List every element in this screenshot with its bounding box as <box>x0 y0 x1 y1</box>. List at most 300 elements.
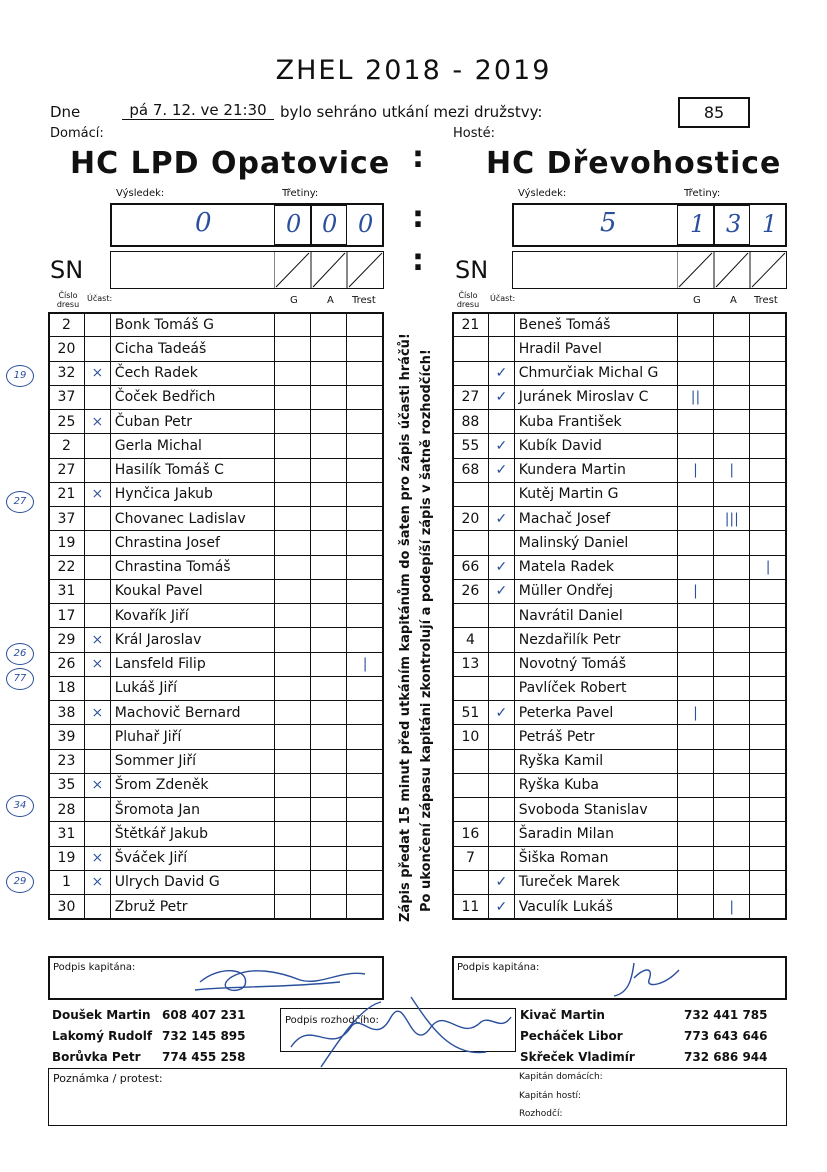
goals-cell <box>677 482 714 506</box>
player-name: Machovič Bernard <box>110 701 274 725</box>
player-name: Šromota Jan <box>110 798 274 822</box>
away-player-row <box>453 458 787 482</box>
player-name: Šiška Roman <box>514 846 677 870</box>
participation-mark: ✓ <box>488 870 514 894</box>
player-name: Ryška Kuba <box>514 773 677 797</box>
participation-mark: × <box>84 870 110 894</box>
participation-mark: ✓ <box>488 555 514 579</box>
home-player-row <box>49 579 384 603</box>
penalty-cell <box>750 458 787 482</box>
assists-cell <box>311 773 347 797</box>
goals-cell <box>274 798 311 822</box>
referee-signature-label: Podpis rozhodčího: <box>285 1015 379 1026</box>
away-player-row <box>453 507 787 531</box>
penalty-cell <box>750 385 787 409</box>
referee-phone: 608 407 231 <box>162 1008 246 1022</box>
colon-separator: : <box>412 200 424 235</box>
home-sn-label: SN <box>50 256 84 284</box>
assists-cell <box>311 555 347 579</box>
goals-cell <box>274 531 311 555</box>
home-player-row <box>49 458 384 482</box>
penalty-cell <box>750 604 787 628</box>
player-number <box>453 798 489 822</box>
goals-cell <box>677 434 714 458</box>
date-label: Dne <box>50 103 81 121</box>
away-player-row <box>453 870 787 894</box>
home-player-row <box>49 507 384 531</box>
penalty-cell: | <box>750 555 787 579</box>
player-name: Hasilík Tomáš C <box>110 458 274 482</box>
participation-mark <box>488 531 514 555</box>
assists-cell <box>311 434 347 458</box>
goals-cell <box>677 725 714 749</box>
player-name: Nezdařilík Petr <box>514 628 677 652</box>
penalty-cell <box>347 579 384 603</box>
assists-cell <box>311 410 347 434</box>
referee-label: Rozhodčí: <box>519 1109 563 1119</box>
home-result-label: Výsledek: <box>116 188 165 199</box>
goals-cell <box>677 555 714 579</box>
goals-cell <box>274 337 311 361</box>
player-name: Müller Ondřej <box>514 579 677 603</box>
away-player-row <box>453 337 787 361</box>
match-number <box>678 97 750 128</box>
player-name: Sommer Jiří <box>110 749 274 773</box>
player-number: 27 <box>453 385 489 409</box>
participation-mark <box>84 579 110 603</box>
player-number <box>453 870 489 894</box>
home-roster-table <box>48 312 384 919</box>
penalty-cell <box>750 628 787 652</box>
participation-mark <box>488 652 514 676</box>
player-name: Pluhař Jiří <box>110 725 274 749</box>
away-score: 5 <box>600 208 617 238</box>
home-player-row <box>49 628 384 652</box>
player-number: 27 <box>49 458 85 482</box>
participation-mark <box>84 458 110 482</box>
assists-cell <box>311 385 347 409</box>
participation-mark <box>84 337 110 361</box>
home-sn-slashes <box>274 251 384 289</box>
circled-note: 26 <box>6 643 34 665</box>
penalty-cell <box>750 531 787 555</box>
penalty-cell <box>347 604 384 628</box>
assists-cell <box>714 725 750 749</box>
goals-cell <box>274 749 311 773</box>
player-number: 2 <box>49 434 85 458</box>
assists-cell <box>714 846 750 870</box>
participation-mark: ✓ <box>488 458 514 482</box>
away-player-row <box>453 773 787 797</box>
penalty-cell <box>347 749 384 773</box>
penalty-cell: | <box>347 652 384 676</box>
goals-cell <box>274 458 311 482</box>
penalty-cell <box>750 701 787 725</box>
goals-cell <box>677 798 714 822</box>
participation-mark <box>84 434 110 458</box>
assists-cell <box>311 749 347 773</box>
referee-phone: 732 145 895 <box>162 1029 246 1043</box>
home-score: 0 <box>195 208 212 238</box>
home-label: Domácí: <box>50 126 104 141</box>
away-captain-label: Kapitán hostí: <box>519 1091 582 1101</box>
referee-name: Doušek Martin <box>52 1008 151 1022</box>
goals-cell <box>274 579 311 603</box>
referee-name: Lakomý Rudolf <box>52 1029 153 1043</box>
home-player-row <box>49 531 384 555</box>
goals-cell <box>677 773 714 797</box>
assists-cell <box>714 749 750 773</box>
penalty-cell <box>750 798 787 822</box>
away-player-row <box>453 628 787 652</box>
player-name: Lansfeld Filip <box>110 652 274 676</box>
player-name: Tureček Marek <box>514 870 677 894</box>
participation-mark <box>84 555 110 579</box>
player-name: Čuban Petr <box>110 410 274 434</box>
note-label: Poznámka / protest: <box>53 1072 163 1085</box>
assists-cell <box>311 895 347 919</box>
participation-mark: ✓ <box>488 507 514 531</box>
participation-mark: ✓ <box>488 361 514 385</box>
player-number: 20 <box>49 337 85 361</box>
assists-cell <box>311 822 347 846</box>
participation-mark <box>488 773 514 797</box>
goals-cell <box>677 531 714 555</box>
assists-cell <box>311 531 347 555</box>
participation-mark <box>488 313 514 337</box>
penalty-cell <box>750 652 787 676</box>
goals-cell <box>274 507 311 531</box>
participation-mark: × <box>84 410 110 434</box>
home-player-row <box>49 410 384 434</box>
away-period-1: 1 <box>690 210 706 238</box>
home-player-row <box>49 434 384 458</box>
player-number: 88 <box>453 410 489 434</box>
player-number: 32 <box>49 361 85 385</box>
away-g-header: G <box>693 295 701 306</box>
player-number: 2 <box>49 313 85 337</box>
player-name: Čech Radek <box>110 361 274 385</box>
home-a-header: A <box>327 295 334 306</box>
home-period-2: 0 <box>322 210 338 238</box>
away-player-row <box>453 895 787 919</box>
participation-mark: × <box>84 773 110 797</box>
assists-cell <box>311 313 347 337</box>
circled-note: 27 <box>6 491 34 513</box>
away-sn-slashes <box>677 251 787 289</box>
goals-cell <box>677 652 714 676</box>
assists-cell <box>311 337 347 361</box>
goals-cell <box>677 749 714 773</box>
assists-cell <box>714 604 750 628</box>
penalty-cell <box>750 773 787 797</box>
goals-cell <box>274 628 311 652</box>
participation-mark: × <box>84 482 110 506</box>
player-name: Ulrych David G <box>110 870 274 894</box>
goals-cell <box>274 313 311 337</box>
home-team-name: HC LPD Opatovice <box>70 146 391 181</box>
circled-note: 77 <box>6 668 34 690</box>
player-name: Kutěj Martin G <box>514 482 677 506</box>
goals-cell <box>274 725 311 749</box>
goals-cell <box>677 870 714 894</box>
penalty-cell <box>347 725 384 749</box>
participation-mark <box>488 410 514 434</box>
player-number: 29 <box>49 628 85 652</box>
assists-cell <box>714 676 750 700</box>
referee-name: Pecháček Libor <box>520 1029 623 1043</box>
away-periods-label: Třetiny: <box>684 188 721 199</box>
away-label: Hosté: <box>453 126 495 141</box>
player-number: 20 <box>453 507 489 531</box>
middle-note-line2: Po ukončení zápasu kapitáni zkontrolují a podepíší zápis v šatně rozhodčích! <box>419 349 434 912</box>
penalty-cell <box>750 337 787 361</box>
participation-mark <box>84 749 110 773</box>
participation-mark: × <box>84 628 110 652</box>
player-name: Kuba František <box>514 410 677 434</box>
goals-cell <box>677 676 714 700</box>
referee-phone: 774 455 258 <box>162 1050 246 1064</box>
player-name: Pavlíček Robert <box>514 676 677 700</box>
goals-cell <box>274 895 311 919</box>
goals-cell <box>677 313 714 337</box>
participation-mark <box>488 798 514 822</box>
participation-mark <box>488 846 514 870</box>
player-number <box>453 604 489 628</box>
home-player-row <box>49 337 384 361</box>
player-name: Novotný Tomáš <box>514 652 677 676</box>
player-name: Král Jaroslav <box>110 628 274 652</box>
away-player-row <box>453 652 787 676</box>
referee-phone: 732 686 944 <box>684 1050 768 1064</box>
penalty-cell <box>750 749 787 773</box>
home-player-row <box>49 798 384 822</box>
goals-cell: || <box>677 385 714 409</box>
participation-mark <box>488 676 514 700</box>
away-team-name: HC Dřevohostice <box>486 146 782 181</box>
away-player-row <box>453 676 787 700</box>
penalty-cell <box>750 410 787 434</box>
player-name: Navrátil Daniel <box>514 604 677 628</box>
circled-note: 19 <box>6 365 34 387</box>
penalty-cell <box>750 361 787 385</box>
goals-cell <box>274 482 311 506</box>
player-number: 23 <box>49 749 85 773</box>
penalty-cell <box>347 798 384 822</box>
assists-cell <box>311 604 347 628</box>
player-number: 66 <box>453 555 489 579</box>
penalty-cell <box>347 628 384 652</box>
home-player-row <box>49 555 384 579</box>
assists-cell <box>714 701 750 725</box>
goals-cell <box>677 895 714 919</box>
home-player-row <box>49 870 384 894</box>
away-period-2: 3 <box>726 210 742 238</box>
match-number-value: 85 <box>703 103 725 122</box>
player-number: 25 <box>49 410 85 434</box>
home-captain-label: Kapitán domácích: <box>519 1072 603 1082</box>
away-player-row <box>453 531 787 555</box>
referee-phone: 732 441 785 <box>684 1008 768 1022</box>
penalty-cell <box>347 482 384 506</box>
home-player-row <box>49 773 384 797</box>
away-player-row <box>453 410 787 434</box>
home-player-row <box>49 313 384 337</box>
player-name: Hynčica Jakub <box>110 482 274 506</box>
participation-mark <box>84 385 110 409</box>
player-name: Peterka Pavel <box>514 701 677 725</box>
player-number: 55 <box>453 434 489 458</box>
away-player-row <box>453 749 787 773</box>
penalty-cell <box>347 458 384 482</box>
player-number <box>453 482 489 506</box>
player-number: 35 <box>49 773 85 797</box>
home-g-header: G <box>290 295 298 306</box>
home-period-1: 0 <box>286 210 302 238</box>
goals-cell <box>677 604 714 628</box>
referee-signature <box>281 987 517 1073</box>
player-number: 21 <box>453 313 489 337</box>
assists-cell <box>714 822 750 846</box>
player-name: Beneš Tomáš <box>514 313 677 337</box>
player-number: 26 <box>453 579 489 603</box>
participation-mark <box>84 822 110 846</box>
assists-cell <box>311 870 347 894</box>
player-name: Šváček Jiří <box>110 846 274 870</box>
player-number: 4 <box>453 628 489 652</box>
participation-mark: ✓ <box>488 579 514 603</box>
away-participation-header: Účast: <box>490 294 516 303</box>
away-player-row <box>453 313 787 337</box>
player-name: Chovanec Ladislav <box>110 507 274 531</box>
assists-cell <box>311 482 347 506</box>
penalty-cell <box>347 361 384 385</box>
away-period-3: 1 <box>762 210 778 238</box>
colon-separator: : <box>412 140 424 175</box>
player-name: Šrom Zdeněk <box>110 773 274 797</box>
player-name: Machač Josef <box>514 507 677 531</box>
referee-name: Skřeček Vladimír <box>520 1050 635 1064</box>
player-name: Svoboda Stanislav <box>514 798 677 822</box>
player-name: Petráš Petr <box>514 725 677 749</box>
goals-cell <box>274 846 311 870</box>
penalty-cell <box>347 507 384 531</box>
player-number: 28 <box>49 798 85 822</box>
date-value: pá 7. 12. ve 21:30 <box>122 101 274 120</box>
goals-cell <box>677 410 714 434</box>
penalty-cell <box>347 313 384 337</box>
goals-cell <box>677 822 714 846</box>
goals-cell <box>274 676 311 700</box>
player-name: Kubík David <box>514 434 677 458</box>
player-number: 11 <box>453 895 489 919</box>
assists-cell <box>714 482 750 506</box>
participation-mark <box>488 628 514 652</box>
player-number: 13 <box>453 652 489 676</box>
goals-cell <box>274 434 311 458</box>
participation-mark: ✓ <box>488 434 514 458</box>
participation-mark: × <box>84 652 110 676</box>
away-player-row <box>453 579 787 603</box>
participation-mark <box>84 507 110 531</box>
assists-cell <box>714 652 750 676</box>
circled-note: 29 <box>6 871 34 893</box>
penalty-cell <box>347 555 384 579</box>
assists-cell <box>311 458 347 482</box>
player-name: Gerla Michal <box>110 434 274 458</box>
referee-phone: 773 643 646 <box>684 1029 768 1043</box>
away-player-row <box>453 701 787 725</box>
assists-cell <box>714 531 750 555</box>
player-name: Matela Radek <box>514 555 677 579</box>
goals-cell <box>274 652 311 676</box>
participation-mark <box>84 895 110 919</box>
participation-mark: × <box>84 361 110 385</box>
assists-cell <box>714 385 750 409</box>
assists-cell <box>311 701 347 725</box>
player-number <box>453 676 489 700</box>
assists-cell <box>311 507 347 531</box>
middle-note-line1: Zápis předat 15 minut před utkáním kapitánům do šaten pro zápis účasti hráčů! <box>398 333 413 922</box>
home-player-row <box>49 749 384 773</box>
home-player-row <box>49 482 384 506</box>
referee-name: Borůvka Petr <box>52 1050 141 1064</box>
player-name: Koukal Pavel <box>110 579 274 603</box>
assists-cell <box>311 579 347 603</box>
page-title: ZHEL 2018 - 2019 <box>275 55 552 86</box>
goals-cell <box>274 361 311 385</box>
player-number: 30 <box>49 895 85 919</box>
home-periods-label: Třetiny: <box>282 188 319 199</box>
penalty-cell <box>750 313 787 337</box>
penalty-cell <box>347 895 384 919</box>
player-number <box>453 749 489 773</box>
participation-mark <box>488 337 514 361</box>
circled-note: 34 <box>6 795 34 817</box>
player-number: 16 <box>453 822 489 846</box>
participation-mark <box>84 725 110 749</box>
penalty-cell <box>347 773 384 797</box>
player-name: Kovařík Jiří <box>110 604 274 628</box>
player-number: 26 <box>49 652 85 676</box>
player-number <box>453 531 489 555</box>
assists-cell <box>311 846 347 870</box>
referee-name: Kivač Martin <box>520 1008 605 1022</box>
home-player-row <box>49 604 384 628</box>
player-number: 10 <box>453 725 489 749</box>
player-number <box>453 361 489 385</box>
goals-cell <box>274 822 311 846</box>
penalty-cell <box>750 482 787 506</box>
assists-cell <box>714 870 750 894</box>
player-number: 17 <box>49 604 85 628</box>
penalty-cell <box>750 870 787 894</box>
player-name: Vaculík Lukáš <box>514 895 677 919</box>
penalty-cell <box>750 579 787 603</box>
home-period-3: 0 <box>358 210 374 238</box>
home-captain-signature-label: Podpis kapitána: <box>53 962 136 973</box>
participation-mark: × <box>84 846 110 870</box>
away-captain-signature-label: Podpis kapitána: <box>457 962 540 973</box>
away-player-row <box>453 361 787 385</box>
goals-cell <box>274 385 311 409</box>
away-player-row <box>453 846 787 870</box>
participation-mark <box>84 798 110 822</box>
assists-cell <box>311 725 347 749</box>
participation-mark: ✓ <box>488 701 514 725</box>
goals-cell <box>274 410 311 434</box>
penalty-cell <box>750 725 787 749</box>
